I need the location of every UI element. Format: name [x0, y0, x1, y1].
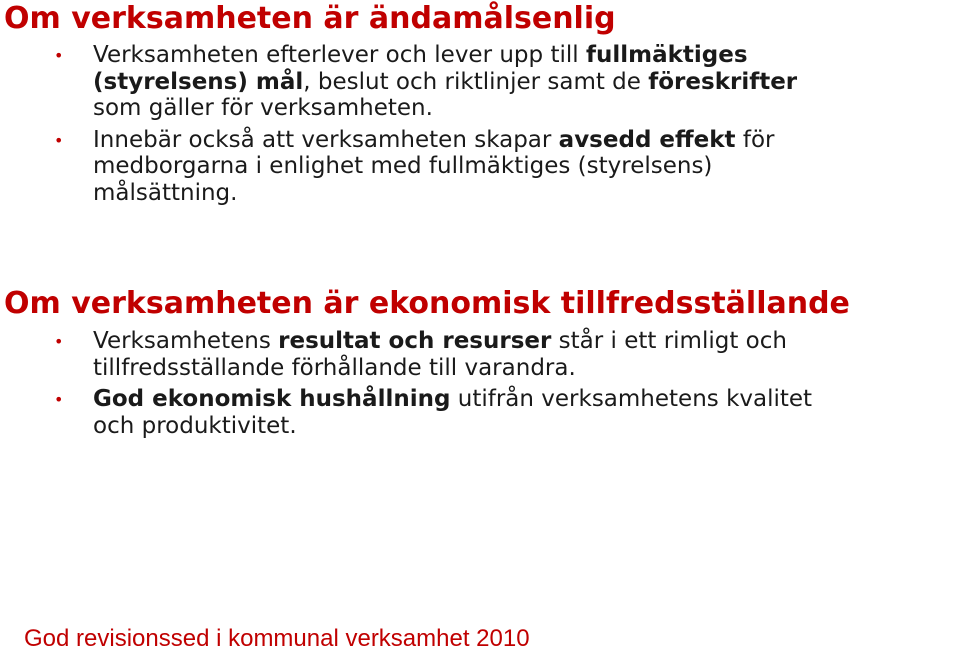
text-run: för	[735, 126, 775, 153]
text-line	[93, 127, 960, 154]
text-line: och produktivitet.	[93, 412, 297, 439]
emphasis-text: resultat och resurser	[278, 328, 552, 354]
text-run: Verksamheten efterlever och lever upp till	[93, 42, 586, 68]
bullet-list-economy	[0, 328, 960, 444]
list-item	[0, 127, 960, 207]
section-heading-purpose: Om verksamheten är ändamålsenlig	[4, 1, 616, 36]
text-line: tillfredsställande förhållande till varandra.	[93, 354, 576, 381]
bullet-icon: •	[54, 390, 64, 409]
text-run: Verksamhetens	[93, 328, 279, 354]
text-line	[93, 69, 960, 96]
list-item	[0, 42, 960, 122]
text-line	[93, 386, 960, 413]
bullet-list-purpose	[0, 42, 960, 211]
emphasis-text: fullmäktiges	[585, 42, 748, 68]
text-run: utifrån verksamhetens kvalitet	[450, 386, 813, 412]
text-run: står i ett rimligt och	[551, 328, 787, 354]
text-line: målsättning.	[93, 179, 238, 206]
footer-text: God revisionssed i kommunal verksamhet 2010	[24, 625, 530, 652]
text-line: som gäller för verksamheten.	[93, 95, 433, 121]
list-item	[0, 386, 960, 439]
list-item	[0, 328, 960, 381]
text-line	[93, 328, 960, 355]
emphasis-text: föreskrifter	[648, 68, 798, 95]
bullet-icon: •	[54, 46, 64, 65]
text-run: , beslut och riktlinjer samt de	[303, 68, 649, 95]
emphasis-text: (styrelsens) mål	[93, 68, 304, 95]
bullet-icon: •	[54, 130, 64, 150]
text-run: Innebär också att verksamheten skapar	[93, 126, 559, 153]
emphasis-text: God ekonomisk hushållning	[93, 386, 451, 412]
text-line: medborgarna i enlighet med fullmäktiges (styrelsens)	[93, 153, 713, 179]
text-line	[93, 42, 960, 69]
emphasis-text: avsedd effekt	[558, 126, 736, 153]
bullet-icon: •	[54, 332, 64, 351]
section-heading-economy: Om verksamheten är ekonomisk tillfredsställande	[4, 286, 850, 321]
